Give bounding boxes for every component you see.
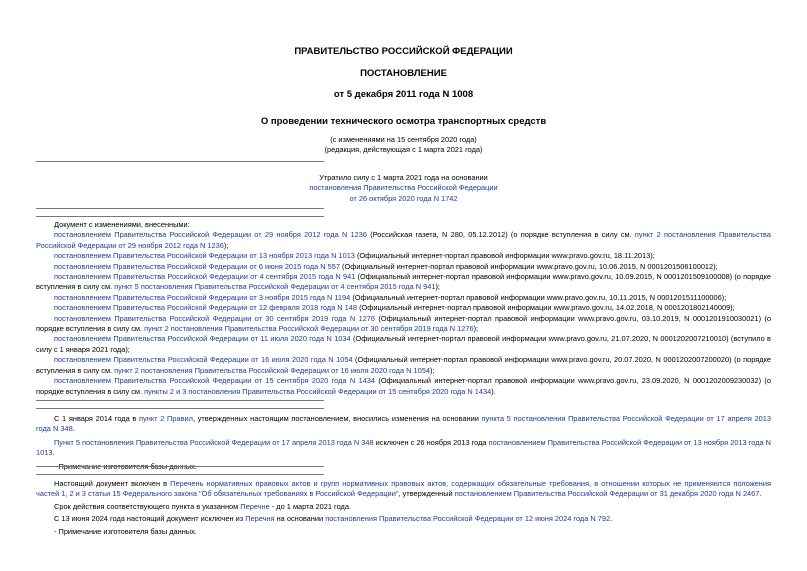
change-link[interactable]: постановлением Правительства Российской Федерации от 15 сентября 2020 года N 1434 [54,376,376,386]
edition-line-1: (с изменениями на 15 сентября 2020 года) [330,135,477,144]
change-item [36,251,771,261]
note-text: , утвержденный [398,489,455,499]
change-item [36,355,771,376]
edition-line-2: (редакция, действующая с 1 марта 2021 года) [324,145,483,155]
lost-force-text: Утратило силу с 1 марта 2021 года на основании [319,173,488,182]
change-link[interactable]: постановлением Правительства Российской Федерации от 11 июля 2020 года N 1034 [54,334,351,344]
change-item [36,303,771,313]
change-item [36,314,771,335]
note-text: Настоящий документ включен в [54,479,171,488]
change-text: (Официальный интернет-портал правовой информации www.pravo.gov.ru, 03.10.2019, N 0001201910030021) (о порядке вступления в силу см. [36,313,771,334]
change-text: (Официальный интернет-портал правовой информации www.pravo.gov.ru, 14.02.2018, N 0001201802140009); [357,303,735,313]
change-text: (Официальный интернет-портал правовой информации www.pravo.gov.ru, 21.07.2020, N 0001202007210010) (вступило в силу с 1 января 2021 года); [36,334,771,354]
changes-list [36,230,771,397]
changes-intro: Документ с изменениями, внесенными: [54,220,190,229]
change-effect-link[interactable]: пункты 2 и 3 постановления Правительства Российской Федерации от 15 сентября 2020 года N 1434 [144,386,492,396]
note-paragraph [36,438,771,459]
change-text: (Официальный интернет-портал правовой информации www.pravo.gov.ru, 10.09.2015, N 0001201509100008) (о порядке вступления в силу см. [36,272,772,292]
change-text: ); [435,282,440,292]
change-link[interactable]: постановлением Правительства Российской Федерации от 6 июня 2015 года N 557 [54,261,340,271]
divider [36,474,324,475]
note-link[interactable]: постановлением Правительства Российской Федерации от 31 декабря 2020 года N 2467 [454,489,760,499]
note-link[interactable]: постановления Правительства Российской Федерации от 12 июня 2024 года N 792 [325,514,611,524]
lost-force-note [36,173,771,204]
edition-note [36,135,771,156]
change-link[interactable]: постановлением Правительства Российской Федерации от 4 сентября 2015 года N 941 [54,272,356,282]
note-paragraph [36,514,771,524]
lost-force-link-2[interactable]: от 26 октября 2020 года N 1742 [349,193,458,203]
change-text: (Официальный интернет-портал правовой информации www.pravo.gov.ru, 10.06.2015, N 0001201506100012); [340,261,718,271]
change-text: ); [429,365,435,375]
note-paragraph [36,414,771,435]
note-paragraph [36,502,771,512]
doc-title: О проведении технического осмотра транспортных средств [260,116,547,127]
divider [36,466,324,467]
publisher-note: - Примечание изготовителя базы данных. [54,461,197,471]
doc-type-heading: ПОСТАНОВЛЕНИЕ [360,68,447,79]
note-paragraph [36,479,771,500]
divider [36,208,324,209]
change-text: (Официальный интернет-портал правовой информации www.pravo.gov.ru, 10.11.2015, N 0001201511100006); [350,292,727,302]
change-effect-link[interactable]: пункт 5 постановления Правительства Российской Федерации от 4 сентября 2015 года N 941 [114,282,436,292]
change-link[interactable]: постановлением Правительства Российской Федерации от 16 июля 2020 года N 1054 [54,355,353,365]
note-text: исключен с 26 ноября 2013 года [373,437,489,447]
change-link[interactable]: постановлением Правительства Российской Федерации от 30 сентября 2019 года N 1276 [54,313,376,323]
notes-section-1 [36,414,771,472]
change-item [36,230,771,251]
note-text: . [610,514,613,524]
note-link[interactable]: Перечня [245,514,275,524]
change-link[interactable]: постановлением Правительства Российской Федерации от 3 ноября 2015 года N 1194 [54,292,351,302]
divider [36,408,324,409]
notes-section-2 [36,479,771,537]
change-effect-link[interactable]: пункт 2 постановления Правительства Российской Федерации от 16 июля 2020 года N 1054 [114,365,430,375]
change-text: (Официальный интернет-портал правовой информации www.pravo.gov.ru, 18.11.2013); [354,251,655,261]
note-link[interactable]: постановлением Правительства Российской Федерации от 13 ноября 2013 года N 1013 [36,437,772,458]
change-item [36,262,771,272]
publisher-note: - Примечание изготовителя базы данных. [54,526,197,536]
change-link[interactable]: постановлением Правительства Российской Федерации от 29 ноября 2012 года N 1236 [54,230,367,240]
change-text: ). [491,386,496,396]
change-effect-link[interactable]: пункт 2 постановления Правительства Российской Федерации от 29 ноября 2012 года N 1236 [36,230,771,250]
divider [36,400,324,401]
change-link[interactable]: постановлением Правительства Российской Федерации от 12 февраля 2018 года N 148 [54,303,358,313]
note-text: . [72,424,75,434]
change-item [36,293,771,303]
note-text: . [52,448,55,458]
doc-date-heading: от 5 декабря 2011 года N 1008 [333,89,474,100]
change-text: (Официальный интернет-портал правовой информации www.pravo.gov.ru, 20.07.2020, N 0001202007200020) (о порядке вступления в силу см. [36,355,771,375]
change-item [36,376,771,397]
note-text: Срок действия соответствующего пункта в указанном [54,501,241,511]
divider [36,216,324,217]
note-text: , утвержденных настоящим постановлением, вносились изменения на основании [192,414,482,423]
note-link[interactable]: Пункт 5 постановления Правительства Российской Федерации от 17 апреля 2013 года N 348 [54,437,374,447]
change-text: ); [223,240,229,250]
change-text: (Официальный интернет-портал правовой информации www.pravo.gov.ru, 23.09.2020, N 0001202009230032) (о порядке вступления в силу см. [36,376,771,396]
change-effect-link[interactable]: пункт 2 постановления Правительства Российской Федерации от 30 сентября 2019 года N 1276 [144,324,474,334]
note-link[interactable]: Перечень нормативных правовых актов и групп нормативных правовых актов, содержащих обязательные требования, в отношении которых не применяются положения частей 1, 2 и 3 статьи 15 Федерального закона "Об обязательных требованиях в Российской Федерации" [36,479,771,499]
lost-force-link-1[interactable]: постановления Правительства Российской Федерации [309,183,498,193]
divider [36,161,324,162]
change-text: (Российская газета, N 280, 05.12.2012) (о порядке вступления в силу см. [366,230,635,240]
note-link[interactable]: пункт 2 Правил [139,414,193,423]
note-text: С 1 января 2014 года в [54,414,140,423]
changes-section [36,220,771,397]
note-text: на основании [274,514,326,524]
note-link[interactable]: Перечне [240,501,270,511]
note-text: . [759,489,762,499]
note-text: С 13 июня 2024 года настоящий документ исключен из [54,514,246,524]
change-link[interactable]: постановлением Правительства Российской Федерации от 13 ноября 2013 года N 1013 [54,251,355,261]
change-item [36,272,771,293]
note-link[interactable]: пункта 5 постановления Правительства Российской Федерации от 17 апреля 2013 года N 348 [36,414,772,434]
note-text: - до 1 марта 2021 года. [269,501,351,511]
change-text: ); [473,324,479,334]
change-item [36,334,771,355]
government-heading: ПРАВИТЕЛЬСТВО РОССИЙСКОЙ ФЕДЕРАЦИИ [294,46,513,57]
